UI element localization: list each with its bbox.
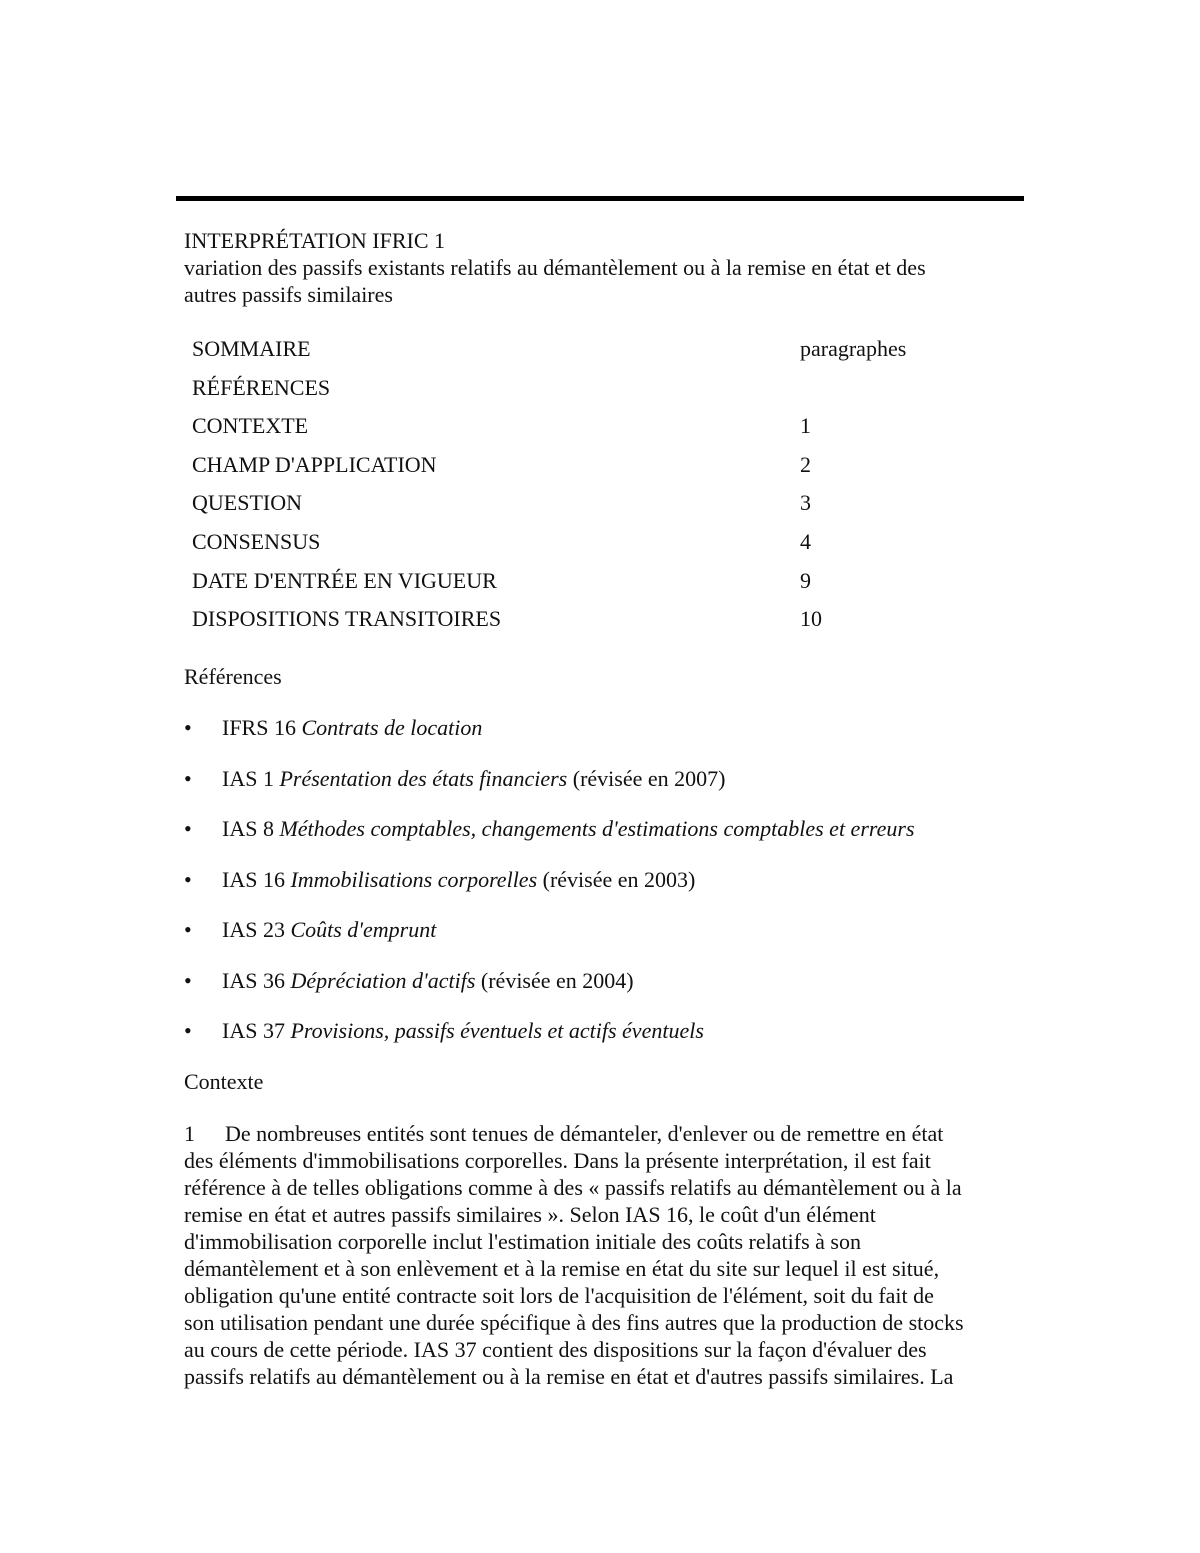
toc-header-row xyxy=(192,334,952,373)
reference-title: Provisions, passifs éventuels et actifs éventuels xyxy=(290,1018,704,1043)
paragraph-line: son utilisation pendant une durée spécifique à des fins autres que la production de stocks xyxy=(184,1310,964,1335)
toc-row-label: DISPOSITIONS TRANSITOIRES xyxy=(192,606,502,632)
toc-row-paragraph: 3 xyxy=(800,490,811,516)
toc-row-label: CONSENSUS xyxy=(192,528,321,554)
toc-row-label: CONTEXTE xyxy=(192,413,309,439)
toc-row xyxy=(192,527,952,566)
bullet-icon: • xyxy=(184,715,192,740)
paragraph-line: obligation qu'une entité contracte soit lors de l'acquisition de l'élément, soit du fait de xyxy=(184,1283,934,1308)
reference-title: Immobilisations corporelles xyxy=(290,866,538,892)
paragraph-line: d'immobilisation corporelle inclut l'estimation initiale des coûts relatifs à son xyxy=(184,1229,861,1254)
paragraph-line: démantèlement et à son enlèvement et à la remise en état du site sur lequel il est situé, xyxy=(184,1256,940,1281)
list-item xyxy=(184,865,1004,916)
context-heading: Contexte xyxy=(184,1069,264,1094)
bullet-icon: • xyxy=(184,816,192,841)
reference-title: Contrats de location xyxy=(301,715,483,740)
toc-row xyxy=(192,604,952,643)
reference-title: Méthodes comptables, changements d'estimations comptables et erreurs xyxy=(279,816,915,841)
table-of-contents xyxy=(192,334,952,643)
reference-code: IFRS 16 xyxy=(222,715,296,740)
bullet-icon: • xyxy=(184,967,192,993)
toc-header-label: SOMMAIRE xyxy=(192,336,311,361)
reference-code: IAS 36 xyxy=(222,967,285,993)
toc-row-paragraph: 1 xyxy=(800,413,811,439)
toc-row-label: DATE D'ENTRÉE EN VIGUEUR xyxy=(192,567,497,593)
paragraph-line: des éléments d'immobilisations corporelles. Dans la présente interprétation, il est fait xyxy=(184,1148,931,1173)
list-item xyxy=(184,764,1004,815)
list-item xyxy=(184,966,1004,1017)
references-heading: Références xyxy=(184,664,282,689)
paragraph-line xyxy=(184,1120,1024,1147)
list-item xyxy=(184,713,1004,764)
toc-row xyxy=(192,488,952,527)
reference-code: IAS 37 xyxy=(222,1018,285,1043)
context-paragraph-1 xyxy=(184,1120,1024,1390)
toc-row-paragraph: 2 xyxy=(800,451,811,477)
paragraph-line: référence à de telles obligations comme à des « passifs relatifs au démantèlement ou à la xyxy=(184,1175,962,1200)
document-title-block xyxy=(184,227,1004,308)
reference-suffix: (révisée en 2004) xyxy=(480,967,634,993)
document-title: INTERPRÉTATION IFRIC 1 xyxy=(184,228,446,253)
reference-code: IAS 23 xyxy=(222,917,285,942)
reference-title: Coûts d'emprunt xyxy=(290,917,437,942)
paragraph-line: au cours de cette période. IAS 37 contient des dispositions sur la façon d'évaluer des xyxy=(184,1337,927,1362)
list-item xyxy=(184,1016,1004,1067)
bullet-icon: • xyxy=(184,917,192,942)
toc-row-paragraph: 4 xyxy=(800,528,811,554)
toc-row-paragraph: 9 xyxy=(800,567,811,593)
bullet-icon: • xyxy=(184,1018,192,1043)
toc-row xyxy=(192,411,952,450)
toc-row-label: RÉFÉRENCES xyxy=(192,374,331,400)
paragraph-number: 1 xyxy=(184,1121,195,1146)
list-item xyxy=(184,915,1004,966)
paragraph-line-text: De nombreuses entités sont tenues de démanteler, d'enlever ou de remettre en état xyxy=(225,1121,944,1146)
paragraph-line: remise en état et autres passifs similaires ». Selon IAS 16, le coût d'un élément xyxy=(184,1202,876,1227)
toc-row xyxy=(192,450,952,489)
document-subtitle-line-2: autres passifs similaires xyxy=(184,282,393,307)
bullet-icon: • xyxy=(184,866,192,892)
references-list xyxy=(184,713,1004,1067)
toc-row xyxy=(192,566,952,605)
reference-suffix: (révisée en 2003) xyxy=(542,866,696,892)
reference-title: Présentation des états financiers xyxy=(279,765,568,791)
reference-code: IAS 16 xyxy=(222,866,285,892)
bullet-icon: • xyxy=(184,765,192,791)
toc-row xyxy=(192,373,952,412)
toc-row-label: QUESTION xyxy=(192,490,302,516)
reference-suffix: (révisée en 2007) xyxy=(572,765,726,791)
reference-code: IAS 8 xyxy=(222,816,274,841)
toc-row-paragraph: 10 xyxy=(800,606,822,632)
list-item xyxy=(184,814,1004,865)
reference-title: Dépréciation d'actifs xyxy=(290,967,476,993)
toc-row-label: CHAMP D'APPLICATION xyxy=(192,451,437,477)
toc-header-column: paragraphes xyxy=(800,336,907,361)
reference-code: IAS 1 xyxy=(222,765,274,791)
document-subtitle-line-1: variation des passifs existants relatifs au démantèlement ou à la remise en état et des xyxy=(184,255,926,280)
header-rule xyxy=(176,196,1024,201)
paragraph-line: passifs relatifs au démantèlement ou à la remise en état et d'autres passifs similaires. La xyxy=(184,1364,954,1389)
